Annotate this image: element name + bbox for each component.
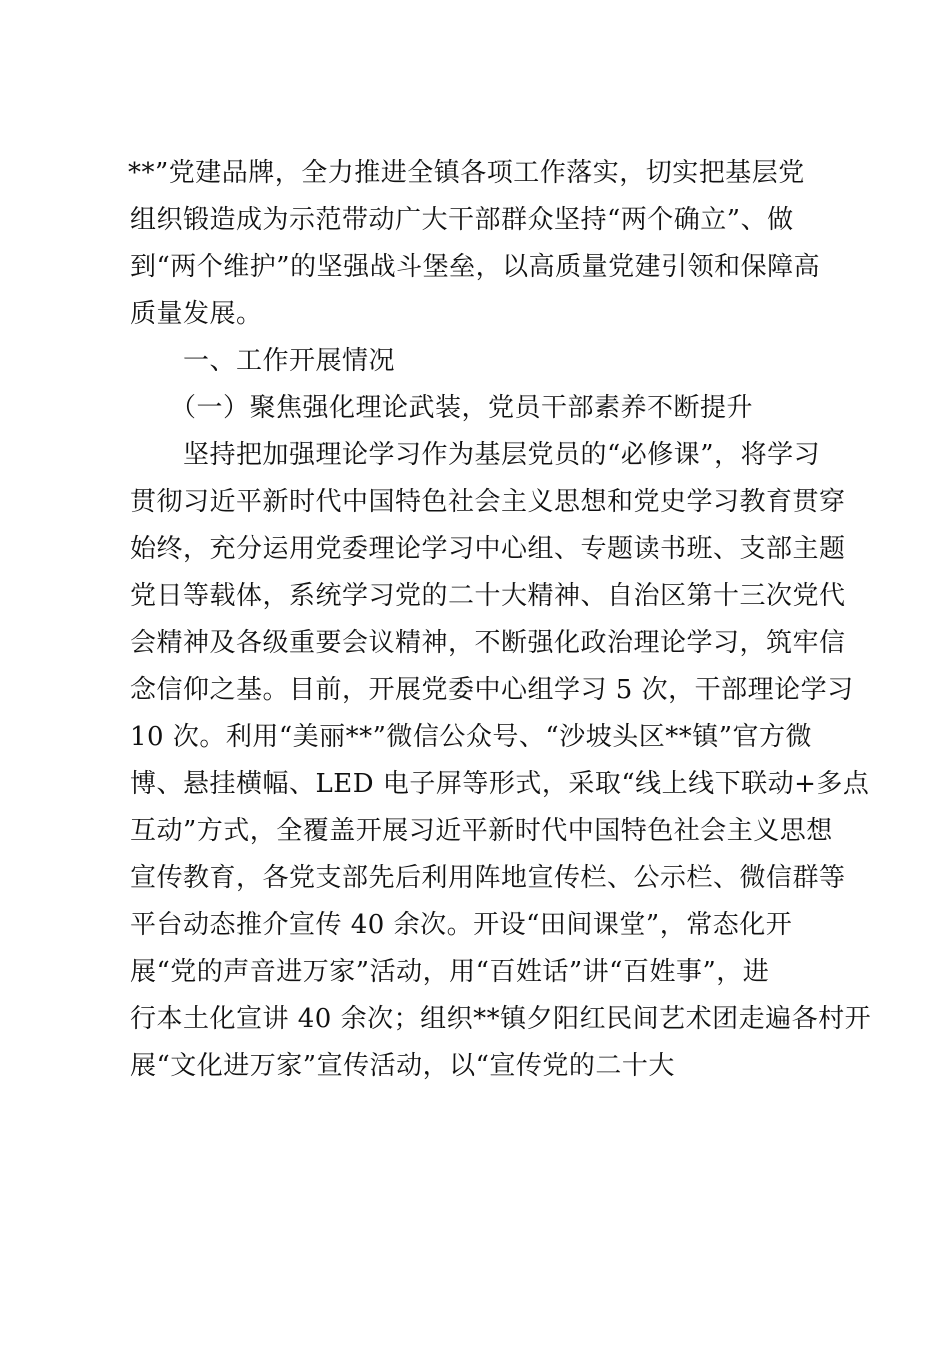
paragraph-line: 到“两个维护”的坚强战斗堡垒，以高质量党建引领和保障高 bbox=[130, 252, 821, 282]
paragraph-line: 会精神及各级重要会议精神，不断强化政治理论学习，筑牢信 bbox=[130, 628, 846, 658]
paragraph-line: 组织锻造成为示范带动广大干部群众坚持“两个确立”、做 bbox=[130, 205, 794, 235]
paragraph-line: 互动”方式，全覆盖开展习近平新时代中国特色社会主义思想 bbox=[130, 816, 833, 846]
paragraph-line: 平台动态推介宣传 40 余次。开设“田间课堂”，常态化开 bbox=[130, 910, 793, 940]
paragraph-line: 贯彻习近平新时代中国特色社会主义思想和党史学习教育贯穿 bbox=[130, 487, 846, 517]
paragraph-line: 质量发展。 bbox=[130, 299, 263, 329]
section-heading: 一、工作开展情况 bbox=[183, 346, 396, 376]
paragraph-line: 展“党的声音进万家”活动，用“百姓话”讲“百姓事”，进 bbox=[130, 957, 770, 987]
paragraph-line: 10 次。利用“美丽**”微信公众号、“沙坡头区**镇”官方微 bbox=[130, 722, 813, 752]
subsection-heading: （一）聚焦强化理论武装，党员干部素养不断提升 bbox=[170, 393, 754, 423]
paragraph-line: 行本土化宣讲 40 余次；组织**镇夕阳红民间艺术团走遍各村开 bbox=[130, 1004, 872, 1034]
paragraph-line: 展“文化进万家”宣传活动，以“宣传党的二十大 bbox=[130, 1051, 675, 1081]
paragraph-line: 念信仰之基。目前，开展党委中心组学习 5 次，干部理论学习 bbox=[130, 675, 854, 705]
paragraph-line: 宣传教育，各党支部先后利用阵地宣传栏、公示栏、微信群等 bbox=[130, 863, 846, 893]
paragraph-line: 博、悬挂横幅、LED 电子屏等形式，采取“线上线下联动+多点 bbox=[130, 769, 870, 799]
paragraph-line: 坚持把加强理论学习作为基层党员的“必修课”，将学习 bbox=[183, 440, 821, 470]
paragraph-line: **”党建品牌，全力推进全镇各项工作落实，切实把基层党 bbox=[128, 158, 805, 188]
paragraph-line: 党日等载体，系统学习党的二十大精神、自治区第十三次党代 bbox=[130, 581, 846, 611]
paragraph-line: 始终，充分运用党委理论学习中心组、专题读书班、支部主题 bbox=[130, 534, 846, 564]
